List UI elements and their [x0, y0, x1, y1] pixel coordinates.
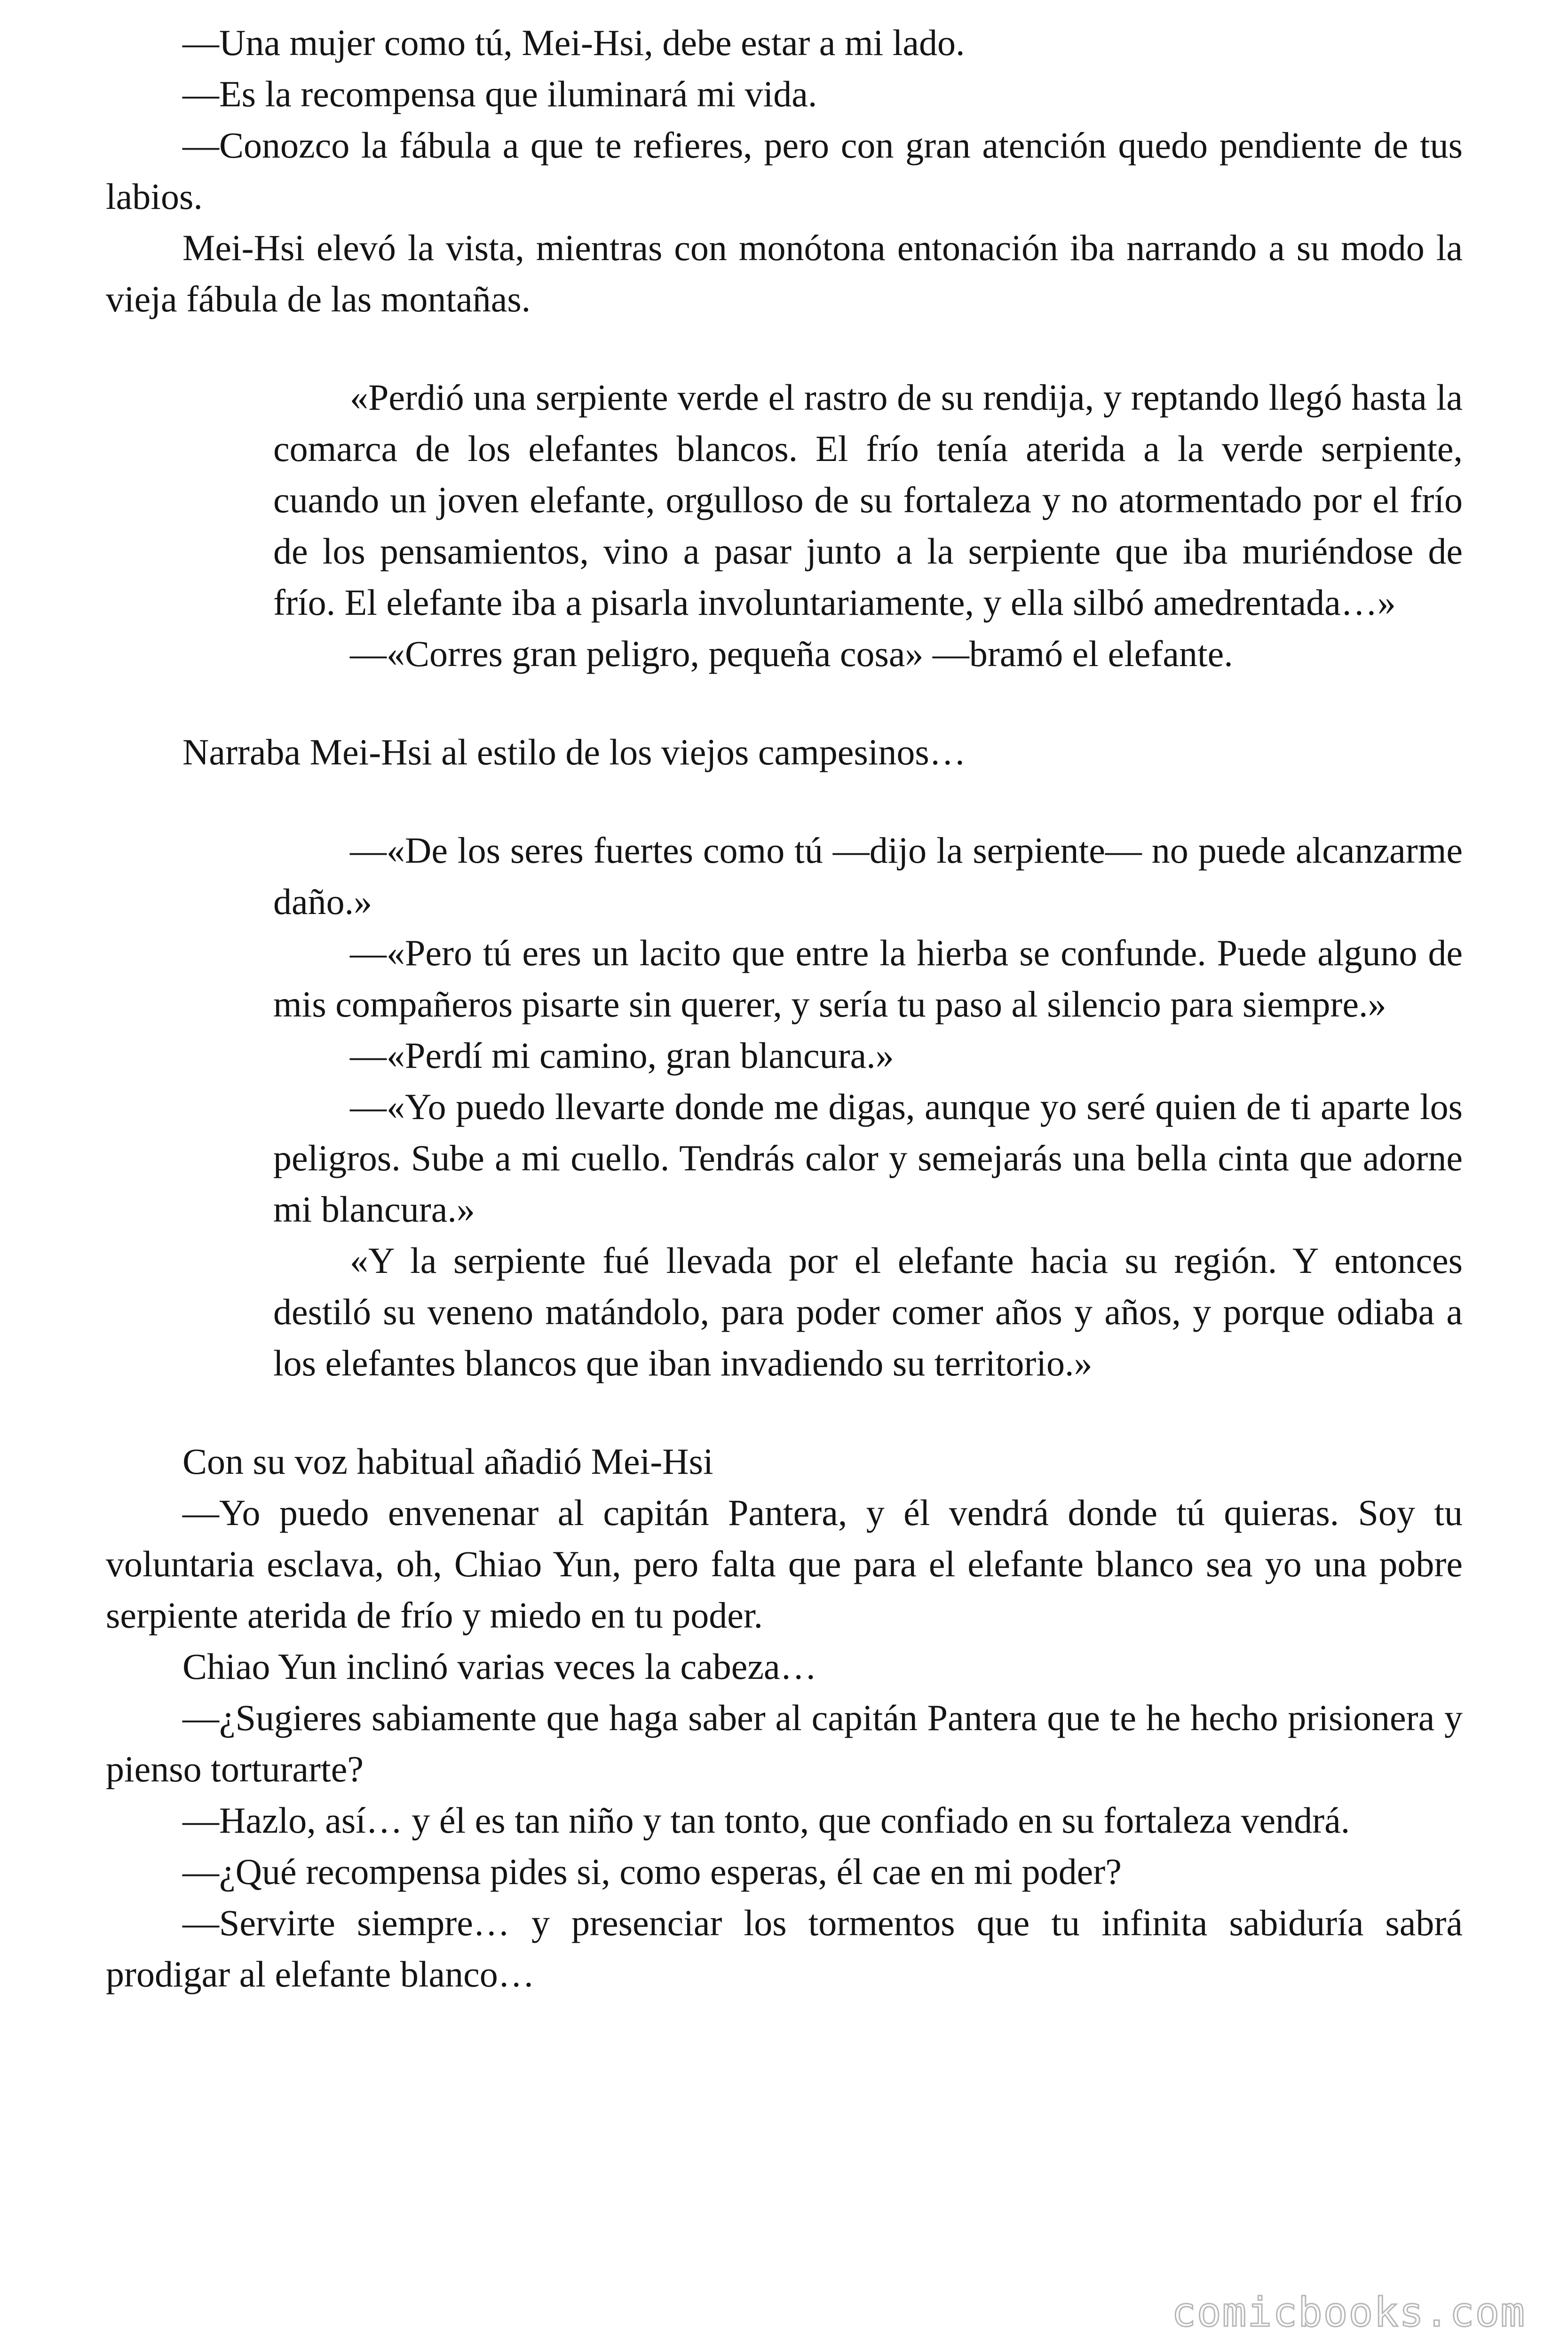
- dialogue-paragraph: —Hazlo, así… y él es tan niño y tan tonto, que confiado en su fortaleza vendrá.: [182, 1800, 1350, 1841]
- fable-paragraph: —«Corres gran peligro, pequeña cosa» —bramó el elefante.: [350, 633, 1233, 674]
- dialogue-paragraph: —¿Qué recompensa pides si, como esperas, él cae en mi poder?: [182, 1851, 1122, 1892]
- narration-paragraph: Mei-Hsi elevó la vista, mientras con monótona entonación iba narrando a su modo la vieja fábula de las montañas.: [106, 227, 1463, 319]
- fable-quote-block: [106, 372, 1463, 679]
- fable-paragraph: «Perdió una serpiente verde el rastro de su rendija, y reptando llegó hasta la comarca de los elefantes blancos. El frío tenía aterida a la verde serpiente, cuando un joven elefante, orgulloso de su fortaleza y no atormentado por el frío de los pensamientos, vino a pasar junto a la serpiente que iba muriéndose de frío. El elefante iba a pisarla involuntariamente, y ella silbó amedrentada…»: [273, 377, 1463, 623]
- dialogue-paragraph: —Es la recompensa que iluminará mi vida.: [182, 73, 817, 114]
- narration-paragraph: Con su voz habitual añadió Mei-Hsi: [182, 1441, 713, 1482]
- page-text: [106, 17, 1463, 2000]
- site-watermark: comicbooks.com: [1172, 2289, 1526, 2336]
- fable-paragraph: —«De los seres fuertes como tú —dijo la serpiente— no puede alcanzarme daño.»: [273, 830, 1463, 922]
- dialogue-paragraph: —Una mujer como tú, Mei-Hsi, debe estar a mi lado.: [182, 22, 965, 63]
- dialogue-paragraph: —¿Sugieres sabiamente que haga saber al capitán Pantera que te he hecho prisionera y pienso torturarte?: [106, 1697, 1463, 1789]
- fable-quote-block: [106, 825, 1463, 1389]
- narration-paragraph: Chiao Yun inclinó varias veces la cabeza…: [182, 1646, 817, 1687]
- dialogue-paragraph: —Servirte siempre… y presenciar los tormentos que tu infinita sabiduría sabrá prodigar al elefante blanco…: [106, 1902, 1463, 1994]
- fable-paragraph: —«Perdí mi camino, gran blancura.»: [350, 1035, 894, 1076]
- narration-paragraph: Narraba Mei-Hsi al estilo de los viejos campesinos…: [182, 731, 966, 772]
- fable-paragraph: «Y la serpiente fué llevada por el elefante hacia su región. Y entonces destiló su veneno matándolo, para poder comer años y años, y porque odiaba a los elefantes blancos que iban invadiendo su territorio.»: [273, 1240, 1463, 1383]
- fable-paragraph: —«Pero tú eres un lacito que entre la hierba se confunde. Puede alguno de mis compañeros pisarte sin querer, y sería tu paso al silencio para siempre.»: [273, 932, 1463, 1025]
- dialogue-paragraph: —Conozco la fábula a que te refieres, pero con gran atención quedo pendiente de tus labios.: [106, 125, 1463, 217]
- dialogue-paragraph: —Yo puedo envenenar al capitán Pantera, y él vendrá donde tú quieras. Soy tu voluntaria esclava, oh, Chiao Yun, pero falta que para el elefante blanco sea yo una pobre serpiente aterida de frío y miedo en tu poder.: [106, 1492, 1463, 1636]
- fable-paragraph: —«Yo puedo llevarte donde me digas, aunque yo seré quien de ti aparte los peligros. Sube a mi cuello. Tendrás calor y semejarás una bella cinta que adorne mi blancura.»: [273, 1086, 1463, 1230]
